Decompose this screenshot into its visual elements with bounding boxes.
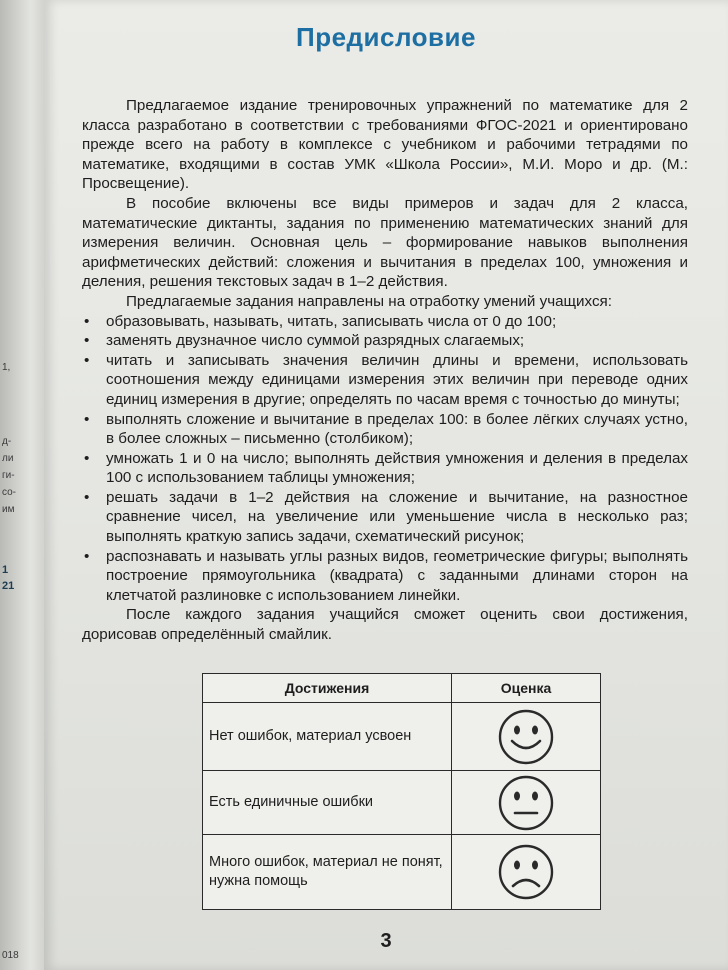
header-achievement: Достижения [203, 674, 452, 703]
page-title: Предисловие [296, 22, 476, 52]
paragraph-skills-intro: Предлагаемые задания направлены на отработку умений учащихся: [126, 292, 612, 310]
list-item: • распознавать и называть углы разных видов, геометрические фигуры; выполнять построение прямоугольника (квадрата) с заданными длинами сторон на клетчатой разлиновке с использованием линейки. [82, 547, 688, 606]
header-grade: Оценка [452, 674, 601, 703]
grade-cell [452, 835, 601, 910]
achievement-table [202, 673, 601, 910]
list-item: • заменять двузначное число суммой разрядных слагаемых; [82, 331, 688, 351]
list-item: • решать задачи в 1–2 действия на сложение и вычитание, на разностное сравнение чисел, на увеличение или уменьшение числа в несколько раз; выполнять краткую запись задачи, схематический рисунок; [82, 488, 688, 547]
happy-face-icon [496, 707, 556, 767]
list-item: • выполнять сложение и вычитание в пределах 100: в более лёгких случаях устно, в более сложных – письменно (столбиком); [82, 410, 688, 449]
achievement-text: Нет ошибок, материал усвоен [203, 703, 452, 771]
achievement-text: Есть единичные ошибки [203, 771, 452, 835]
left-page-fragment: 1, [2, 362, 11, 373]
paragraph-self-assessment: После каждого задания учащийся сможет оценить свои достижения, дорисовав определённый смайлик. [82, 606, 688, 644]
left-page-fragment: д- [2, 436, 12, 447]
neutral-face-icon [496, 773, 556, 833]
table-header-row [203, 674, 601, 703]
paragraph-intro: Предлагаемое издание тренировочных упражнений по математике для 2 класса разработано в соответствии с требованиями ФГОС-2021 и ориентировано прежде всего на работу в комплексе с учебником и рабочими тетрадями по математике, входящими в состав УМК «Школа России», М.И. Моро и др. (М.: Просвещение). [82, 97, 688, 193]
book-page [44, 0, 728, 970]
list-item: • умножать 1 и 0 на число; выполнять действия умножения и деления в пределах 100 с использованием таблицы умножения; [82, 449, 688, 488]
table-row [203, 703, 601, 771]
left-page-fragment: им [2, 504, 15, 515]
page-number: 3 [380, 930, 392, 952]
preface-text [82, 96, 688, 645]
list-item: • читать и записывать значения величин длины и времени, использовать соотношения между единицами измерения этих величин при переводе одних единиц измерения в другие; определять по часам время с точностью до минуты; [82, 351, 688, 410]
achievement-text: Много ошибок, материал не понят, нужна помощь [203, 835, 452, 910]
adjacent-page-edge [0, 0, 44, 970]
table-row [203, 835, 601, 910]
skills-list [82, 312, 688, 606]
left-page-fragment: ли [2, 453, 14, 464]
left-page-fragment: 1 [2, 564, 9, 576]
list-item: • образовывать, называть, читать, записывать числа от 0 до 100; [82, 312, 688, 332]
left-page-fragment: ги- [2, 470, 15, 481]
grade-cell [452, 703, 601, 771]
left-page-fragment: 018 [2, 950, 19, 961]
grade-cell [452, 771, 601, 835]
table-row [203, 771, 601, 835]
paragraph-contents: В пособие включены все виды примеров и задач для 2 класса, математические диктанты, задания по применению математических знаний для измерения величин. Основная цель – формирование навыков выполнения арифметических действий: сложения и вычитания в пределах 100, умножения и деления, решения текстовых задач в 1–2 действия. [82, 194, 688, 291]
left-page-fragment: со- [2, 487, 17, 498]
left-page-fragment: 21 [2, 580, 15, 592]
sad-face-icon [496, 842, 556, 902]
